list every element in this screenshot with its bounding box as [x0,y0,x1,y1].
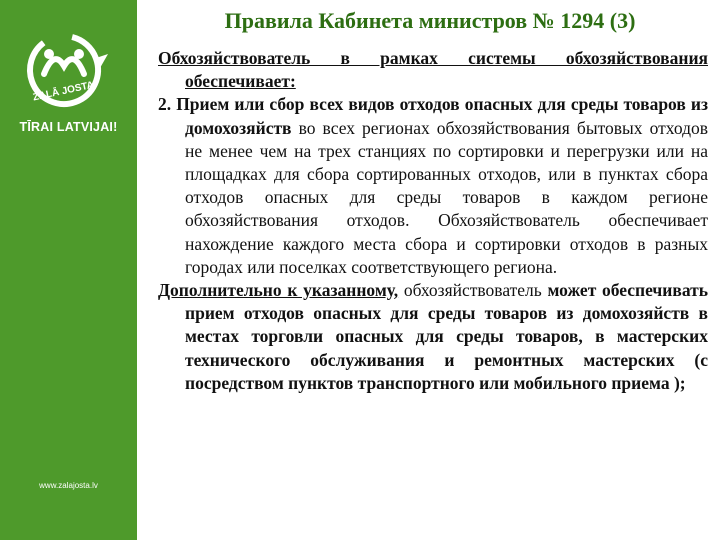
sidebar [0,0,137,540]
additional-paragraph [158,279,708,395]
additional-label: Дополнительно к указанному, [158,280,399,301]
item-2-lead: 2. Прием или сбор всех видов отходов опасных для среды товаров из домохозяйств [158,94,708,138]
intro-text: Обхозяйствователь в рамках системы обхозяйствования обеспечивает: [158,48,708,92]
item-2-paragraph [158,93,708,279]
slide-content [158,47,708,395]
logo-text: ZAĻĀ JOSTA [31,79,95,104]
slogan: TĪRAI LATVIJAI! [19,120,118,134]
intro-paragraph [158,47,708,93]
slide-title: Правила Кабинета министров № 1294 (3) [224,8,636,33]
website-link[interactable]: www.zalajosta.lv [39,481,98,490]
zala-josta-logo-icon [14,24,114,124]
item-2-body: во всех регионах обхозяйствования бытовых отходов не менее чем на трех станциях по сортировки и перегрузки или на площадках для сбора сортированных отходов, или в пунктах сбора отходов опасных для среды товаров в каждом регионе обхозяйствования отходов. Обхозяйствователь обеспечивает нахождение каждого места сбора и сортировки отходов в разных городах или поселках соответствующего региона. [185,117,708,277]
additional-body: может обеспечивать прием отходов опасных для среды товаров из домохозяйств в местах торговли опасных для среды товаров, в мастерских технического обслуживания и ремонтных мастерских (с посредством пунктов транспортного или мобильного приема ); [185,280,708,393]
additional-lead: обхозяйствователь [398,280,542,301]
